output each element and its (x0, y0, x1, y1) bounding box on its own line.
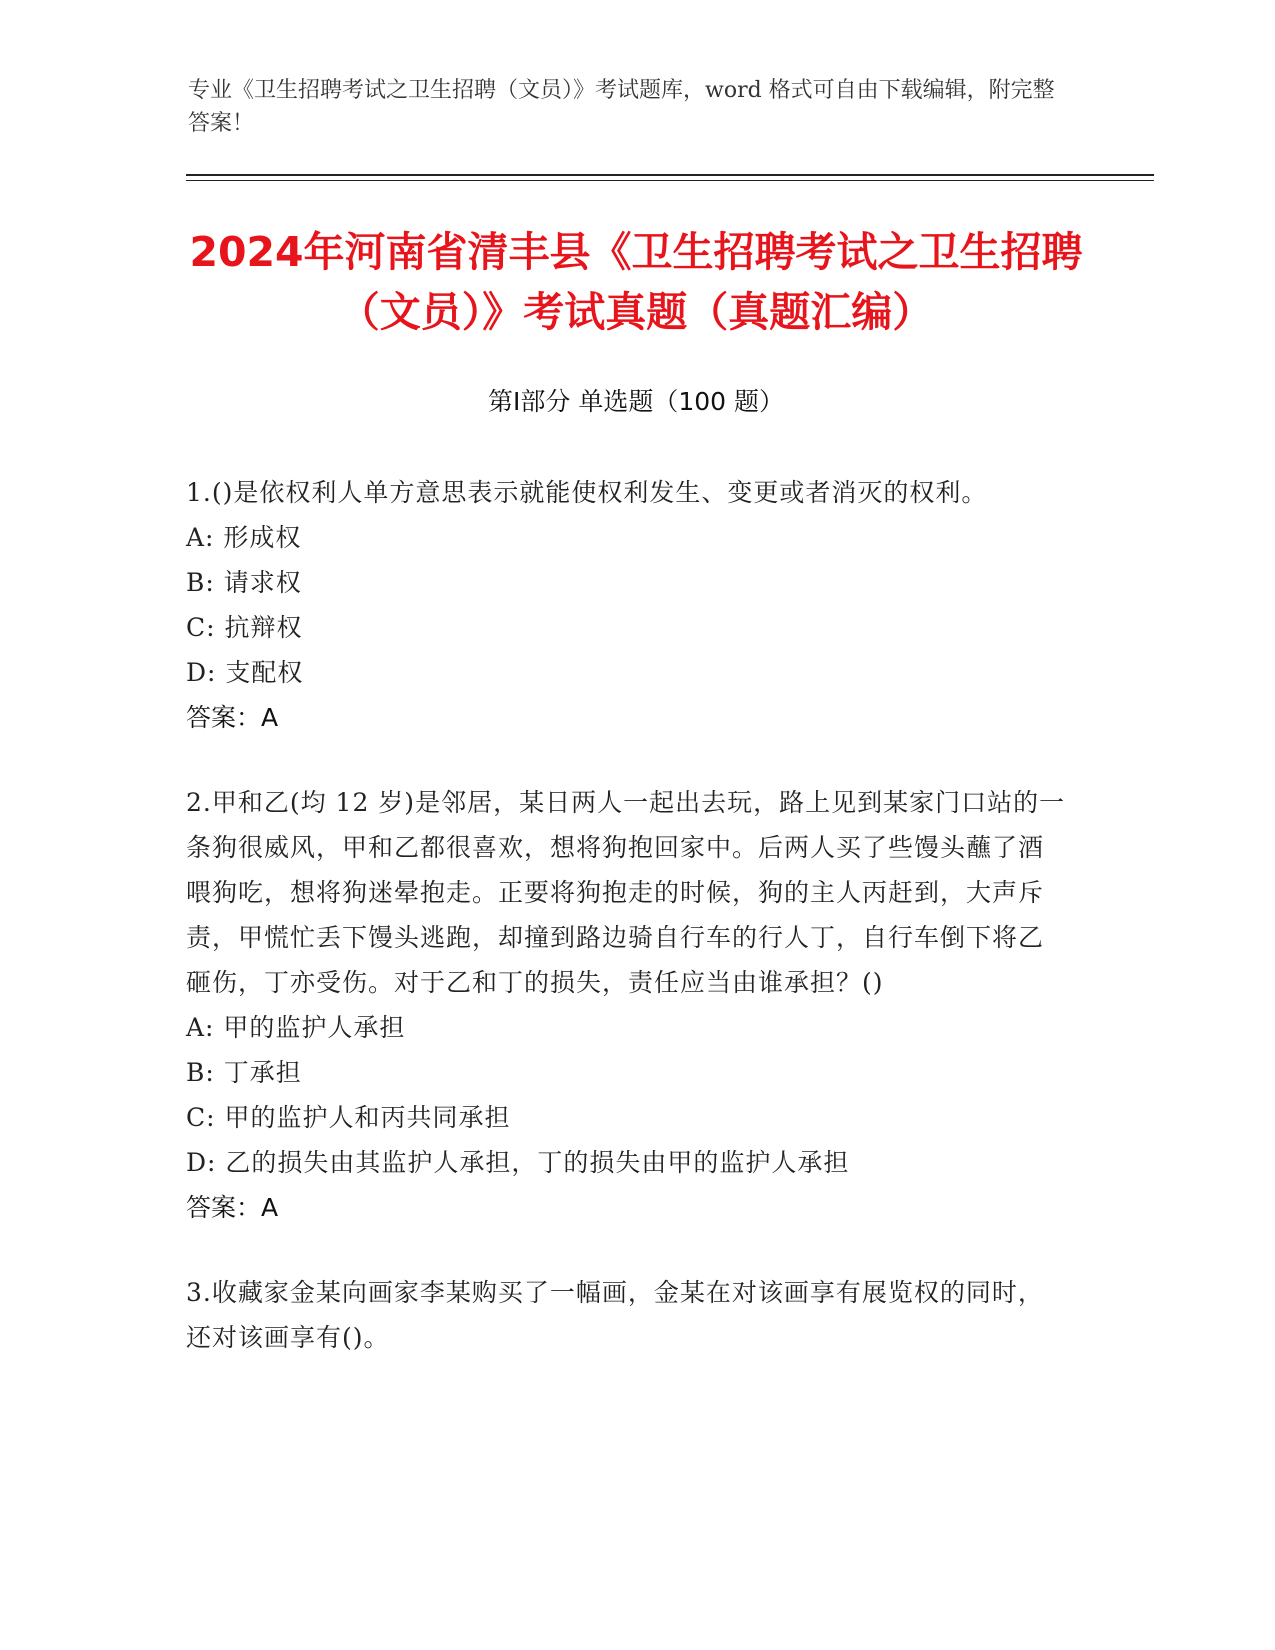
section-title: 第Ⅰ部分 单选题（100 题） (488, 387, 784, 416)
answer: 答案：A (186, 703, 279, 732)
document-title: 2024年河南省清丰县《卫生招聘考试之卫生招聘（文员）》考试真题（真题汇编） (189, 228, 1083, 336)
option-b: B: 请求权 (186, 568, 302, 597)
option-c: C: 抗辩权 (186, 613, 303, 642)
question-stem: 2.甲和乙(均 12 岁)是邻居，某日两人一起出去玩，路上见到某家门口站的一条狗很威风，甲和乙都很喜欢，想将狗抱回家中。后两人买了些馒头蘸了酒喂狗吃，想将狗迷晕抱走。正要将狗抱走的时候，狗的主人丙赶到，大声斥责，甲慌忙丢下馒头逃跑，却撞到路边骑自行车的行人丁，自行车倒下将乙砸伤，丁亦受伤。对于乙和丁的损失，责任应当由谁承担？() (186, 788, 1066, 997)
option-b: B: 丁承担 (186, 1058, 302, 1087)
question-1 (186, 470, 1066, 740)
option-d: D: 支配权 (186, 658, 304, 687)
question-3 (186, 1270, 1066, 1360)
question-stem: 3.收藏家金某向画家李某购买了一幅画，金某在对该画享有展览权的同时，还对该画享有()。 (186, 1278, 1044, 1352)
option-d: D: 乙的损失由其监护人承担，丁的损失由甲的监护人承担 (186, 1148, 850, 1177)
question-list (186, 470, 1066, 1400)
option-a: A: 形成权 (186, 523, 302, 552)
option-a: A: 甲的监护人承担 (186, 1013, 406, 1042)
header-rule-thick (186, 174, 1154, 176)
header-rule-thin (186, 180, 1154, 181)
question-2 (186, 780, 1066, 1230)
answer: 答案：A (186, 1193, 279, 1222)
question-stem: 1.()是依权利人单方意思表示就能使权利发生、变更或者消灭的权利。 (186, 478, 988, 507)
header-note: 专业《卫生招聘考试之卫生招聘（文员）》考试题库，word 格式可自由下载编辑，附完整答案！ (188, 78, 1055, 136)
option-c: C: 甲的监护人和丙共同承担 (186, 1103, 511, 1132)
